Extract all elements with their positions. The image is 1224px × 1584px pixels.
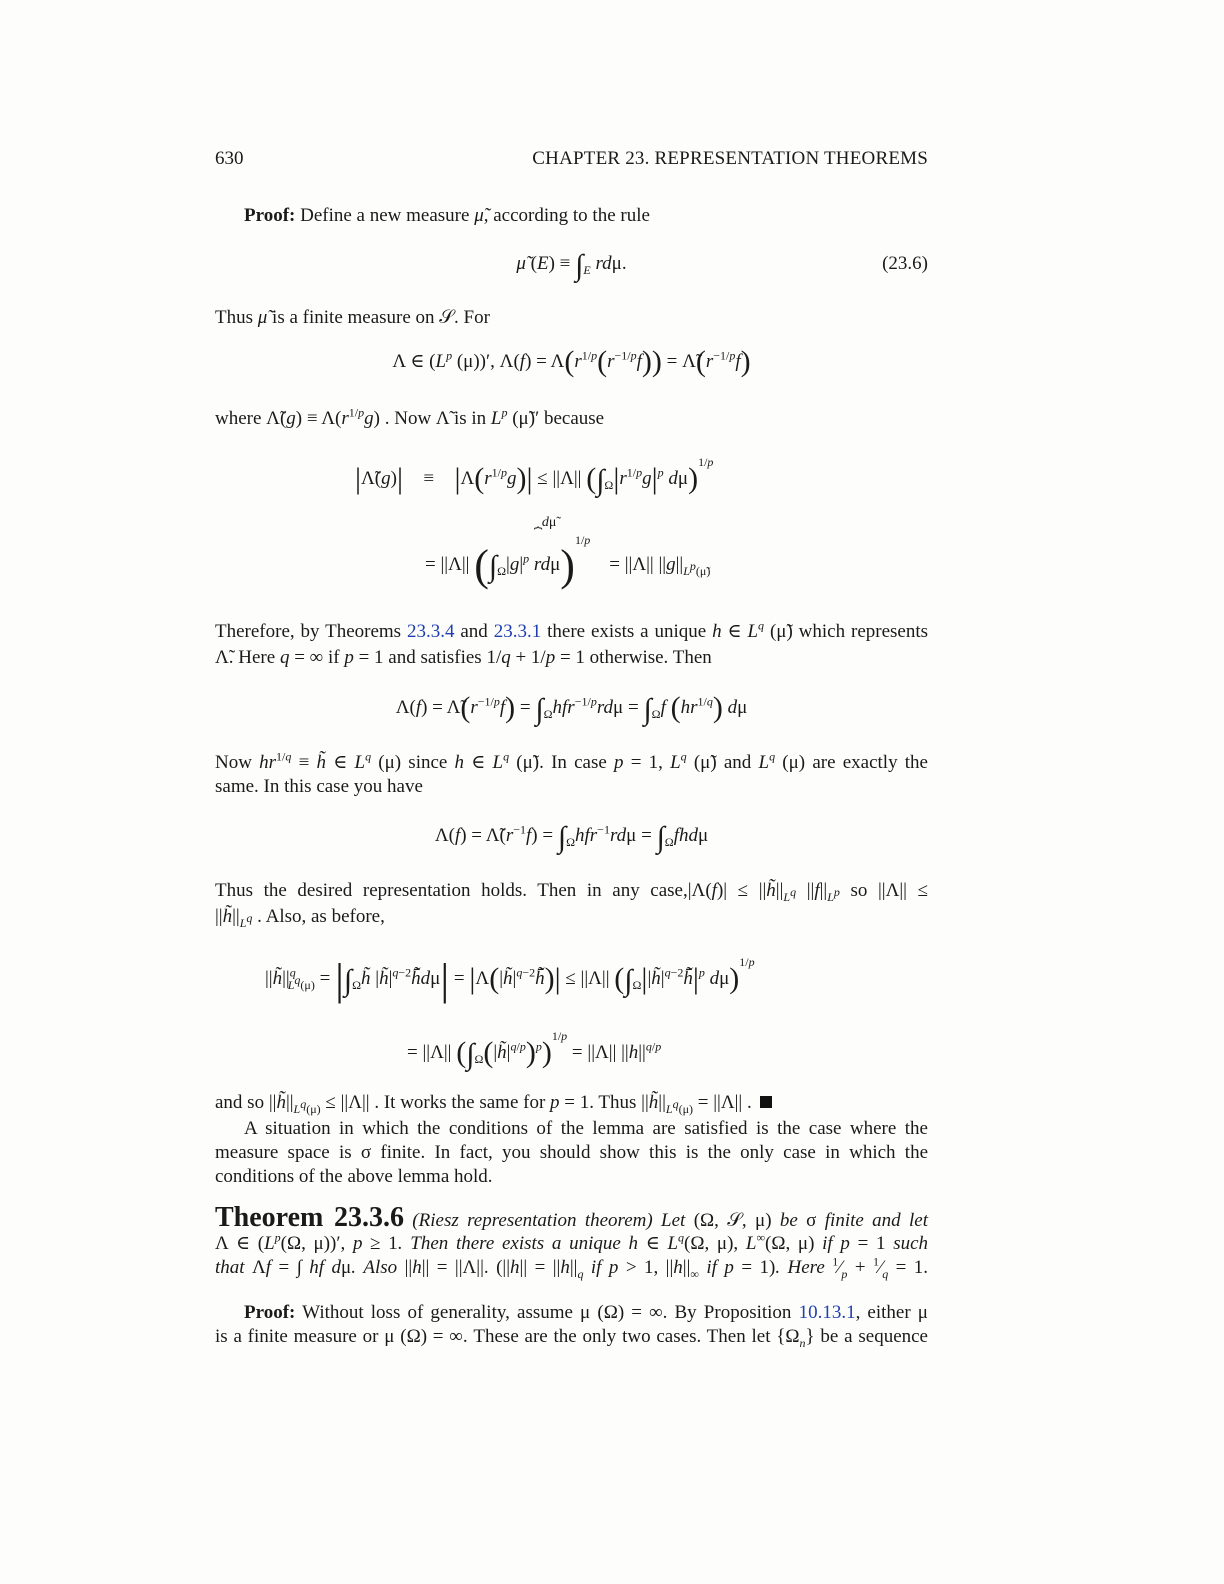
proof-intro-text: Define a new measure μ̃, according to the rule [300, 205, 650, 226]
equation-norm-b: = ||Λ|| $(\int_\Omega(|h̃|^{q/p})^p)^{1/p} = ||\Lambda||$ $||h||^{q/p}$ [407, 1029, 662, 1071]
running-header [215, 148, 928, 172]
paragraph-line: Λ̃. Here q = ∞ if p = 1 and satisfies 1/q + 1/p = 1 otherwise. Then [215, 647, 712, 668]
qed-square-icon [760, 1096, 772, 1108]
page-number: 630 [215, 148, 244, 169]
theorem-link-23-3-4[interactable]: 23.3.4 [406, 621, 455, 642]
paragraph-line: Now $hr^{1/q}$ ≡ h̃ ∈ $L^q$ (μ) since h ∈ $L^q$ (μ̃). In case p = 1, $L^q$ (μ̃) and $L^q$ (μ) are exactly the [215, 749, 928, 773]
equation-norm-a: $||h̃||^q_{L^q(\mu)}$ = $|\int_\Omega h̃$ $|h̃|^{q-2}h̃̄d\mu|$ = $|\Lambda(|h̃|^{q-2}h̃̄)| \le ||\Lambda||$ ($\int_\Omega||h̃|^{q-2}h̃̄|^p$ dμ)$^{1/p}$ [265, 955, 755, 1004]
chapter-title: CHAPTER 23. REPRESENTATION THEOREMS [532, 148, 928, 169]
theorem-line: Λ ∈ ($L^p(\Omega$, μ))′, p ≥ 1. Then there exists a unique h ∈ $L^q(\Omega$, μ), L∞(Ω, μ) if p = 1 such [215, 1230, 929, 1254]
equation-case-p1: $\Lambda(f) = \Lambdã(r^{-1}f) = \int_\Omega hfr^{-1}rd\mu = \int_\Omega fhd\mu$ [434, 821, 709, 854]
proof2-line: Proof: Without loss of generality, assume μ (Ω) = ∞. By Proposition 10.13.1, either μ [244, 1302, 928, 1323]
theorem-heading-line: Theorem 23.3.6 (Riesz representation theorem) Let (Ω, 𝒮, μ) be σ finite and let [215, 1202, 928, 1233]
paragraph-line: Thus μ̃ is a finite measure on 𝒮. For [215, 307, 490, 328]
equation-23-6: μ̃ $(E) \equiv \int_E$ rdμ. (23.6) [516, 249, 928, 282]
proof-intro [215, 204, 928, 228]
paragraph-line: where Λ̃(g) ≡ $\Lambda(r^{1/p}g)$ . Now Λ̃ is in $L^p$ (μ̃)′ because [215, 405, 605, 429]
equation-lambda-rep: $\Lambda(f) = \Lambdã(r^{-1/p}f) = \int_\Omega hfr^{-1/p}rd\mu = \int_\Omega f$ $(hr^{1/q})$ dμ [395, 691, 748, 726]
proof-label: Proof: [244, 1302, 296, 1323]
theorem-line: that Λf = ∫ hf dμ. Also ||h|| = ||Λ||. ($||h|| = ||h||_q$ if p > 1, $||h||_\infty$ if p = 1). Here $^1⁄_p$ + $^1⁄_q = 1$. [215, 1254, 929, 1281]
equation-lambda-def: Λ ∈ ($L^p$ (μ))′, $\Lambda(f) = \Lambda(r^{1/p}(r^{-1/p}f))$ = $\Lambdã(r^{-1/p}f)$ [392, 345, 751, 378]
paragraph-line: A situation in which the conditions of the lemma are satisfied is the case where the [244, 1118, 928, 1139]
paragraph-line: $||h̃||_{L^q}$ . Also, as before, [215, 906, 385, 930]
theorem-title: Theorem 23.3.6 [215, 1202, 404, 1233]
theorem-link-23-3-1[interactable]: 23.3.1 [493, 621, 542, 642]
equation-number: (23.6) [882, 253, 928, 274]
paragraph-line: measure space is σ finite. In fact, you should show this is the only case in which the [215, 1142, 928, 1163]
overbrace: ⏞ [533, 528, 543, 543]
paragraph-line: conditions of the above lemma hold. [215, 1166, 493, 1187]
proof2-line: is a finite measure or μ (Ω) = ∞. These are the only two cases. Then let $\{\Omega_n\}$ be a sequence [215, 1326, 928, 1350]
paragraph-line: Therefore, by Theorems 23.3.4 and 23.3.1 there exists a unique h ∈ $L^q$ (μ̃) which represents [215, 618, 929, 642]
proof-label: Proof: [244, 205, 296, 226]
proposition-link-10-13-1[interactable]: 10.13.1 [798, 1302, 856, 1323]
paragraph-line: same. In this case you have [215, 776, 423, 797]
paragraph-line: Thus the desired representation holds. Then in any case,|Λ(f)| ≤ $||h̃||_{L^q}$ $||f||_{L^p}$ so ||Λ|| ≤ [215, 880, 928, 904]
brace-label: dμ̃ [541, 515, 557, 530]
equation-bound-a: |Λ̃(g)| ≡ $|\Lambda(r^{1/p}g)| \le ||\Lambda||$ ($\int_\Omega|r^{1/p}g|^p$ dμ)$^{1/p}$ [355, 455, 714, 497]
paragraph-line: and so $||h̃||_{L^q(\mu)} \le ||\Lambda||$ . It works the same for p = 1. Thus $||h̃||_{L^q(\mu)} = ||\Lambda||$ . [215, 1091, 928, 1115]
equation-bound-b: = ||Λ|| ($\int_\Omega|g|^p$ dμ̃ ⏞ rdμ)$^{1/p}$ = ||Λ|| $||g||_{L^p(\mũ)}$ [425, 515, 711, 590]
